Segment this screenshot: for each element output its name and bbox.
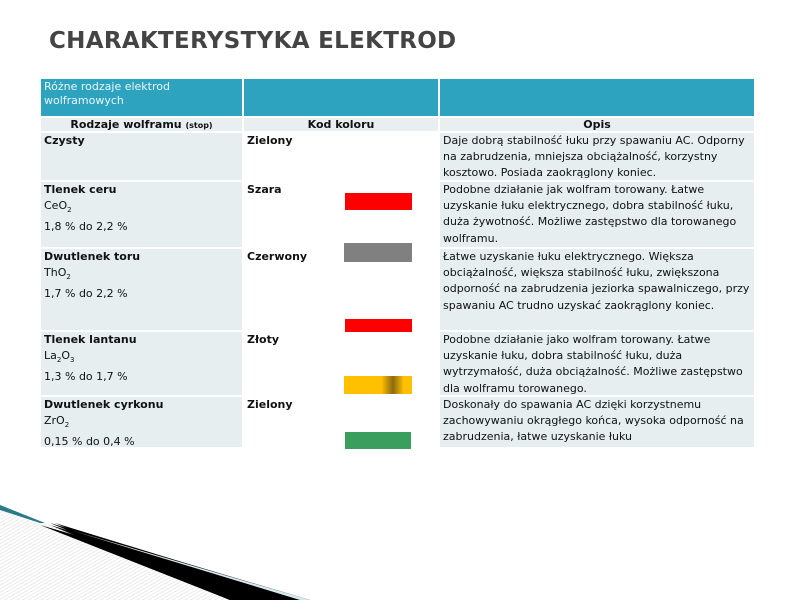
row-formula: ZrO$_2$ — [44, 414, 70, 430]
table-row — [41, 332, 754, 395]
row-name: Tlenek ceru — [44, 183, 117, 196]
color-swatch — [345, 193, 412, 210]
col-desc: Opis — [440, 118, 754, 131]
row-desc: Doskonały do spawania AC dzięki korzystnemu zachowywaniu okrągłego końca, wysoka odporność na zabrudzenia, łatwe uzyskanie łuku — [440, 397, 754, 447]
table-row — [41, 397, 754, 447]
col-type: Rodzaje wolframu — [70, 118, 182, 131]
color-swatch — [344, 376, 412, 394]
slide-decoration — [0, 495, 800, 600]
row-desc: Podobne działanie jak wolfram torowany. Łatwe uzyskanie łuku elektrycznego, dobra stabilność łuku, duża żywotność. Możliwe zastępstwo dla torowanego wolframu. — [440, 182, 754, 247]
table-row — [41, 133, 754, 180]
row-formula: ThO$_2$ — [44, 266, 71, 282]
row-desc: Podobne działanie jako wolfram torowany. Łatwe uzyskanie łuku, dobra stabilność łuku, duża wytrzymałość, duża obciążalność. Możliwe zastępstwo dla wolframu torowanego. — [440, 332, 754, 395]
electrode-table — [41, 79, 754, 449]
table-row — [41, 182, 754, 247]
row-color-name: Zielony — [247, 398, 293, 411]
row-name: Czysty — [44, 134, 85, 147]
color-swatch — [344, 243, 412, 262]
row-desc: Daje dobrą stabilność łuku przy spawaniu AC. Odporny na zabrudzenia, mniejsza obciążalność, korzystny kosztowo. Posiada zaokrąglony koniec. — [440, 133, 754, 180]
row-name: Tlenek lantanu — [44, 333, 137, 346]
row-color-name: Czerwony — [247, 250, 308, 263]
table-row — [41, 249, 754, 330]
row-range: 0,15 % do 0,4 % — [44, 434, 135, 448]
row-range: 1,7 % do 2,2 % — [44, 286, 128, 300]
row-desc: Łatwe uzyskanie łuku elektrycznego. Większa obciążalność, większa stabilność łuku, zwiększona odporność na zabrudzenia jeziorka spawalniczego, przy spawaniu AC trudno uzyskać zaokrąglony koniec. — [440, 249, 754, 330]
row-color-name: Zielony — [244, 133, 438, 180]
column-headers: Rodzaje wolframu (stop) Kod koloru Opis — [41, 118, 754, 131]
row-range: 1,3 % do 1,7 % — [44, 369, 128, 383]
row-formula: CeO$_2$ — [44, 199, 72, 215]
row-color-name: Szara — [247, 183, 282, 196]
row-formula: $La_2O_3$ — [44, 349, 75, 365]
row-color-name: Złoty — [247, 333, 280, 346]
table-header-title: Różne rodzaje elektrod wolframowych — [41, 79, 242, 116]
row-name: Dwutlenek toru — [44, 250, 141, 263]
color-swatch — [345, 432, 411, 449]
table-header-row — [41, 79, 754, 116]
col-color: Kod koloru — [244, 118, 438, 131]
row-name: Dwutlenek cyrkonu — [44, 398, 164, 411]
slide-title: CHARAKTERYSTYKA ELEKTROD — [49, 28, 457, 54]
row-range: 1,8 % do 2,2 % — [44, 219, 128, 233]
